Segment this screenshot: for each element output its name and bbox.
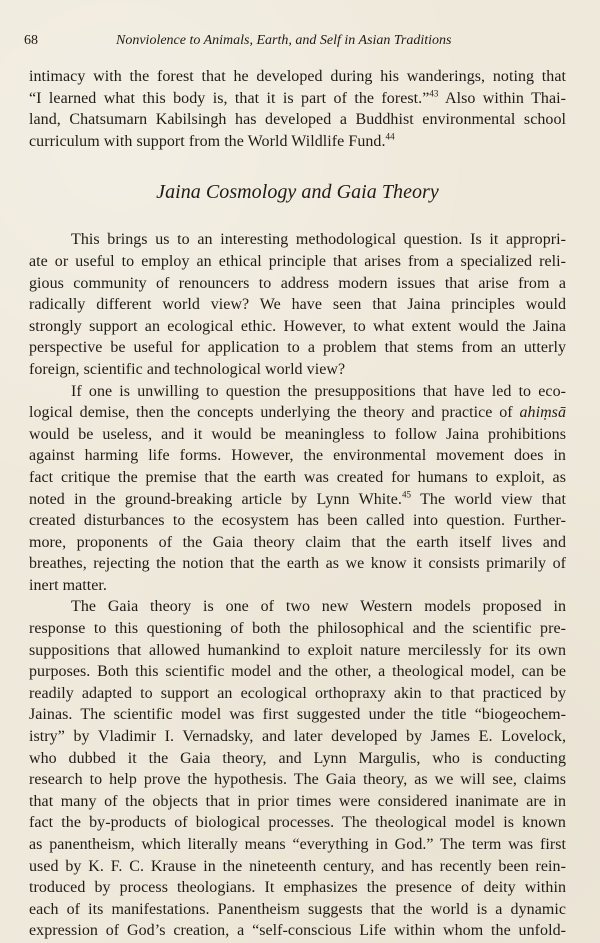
footnote-marker: 45 (401, 489, 412, 500)
text-line: used by K. F. C. Krause in the nineteenth century, and has recently been rein- (29, 857, 566, 875)
text-line: created disturbances to the ecosystem has been called into question. Further- (29, 512, 566, 530)
text-line: fact critique the premise that the earth was created for humans to exploit, as (29, 468, 566, 486)
text-line: that many of the objects that in prior times were considered inanimate are in (29, 792, 566, 810)
text-line: purposes. Both this scientific model and the other, a theological model, can be (29, 663, 566, 681)
text-line: would be useless, and it would be meaningless to follow Jaina prohibitions (29, 425, 566, 443)
text-segment: logical demise, then the concepts underlying the theory and practice of (29, 404, 520, 422)
text-line (29, 88, 566, 110)
section-heading: Jaina Cosmology and Gaia Theory (156, 181, 439, 204)
text-line: inert matter. (29, 576, 107, 594)
text-line (29, 402, 566, 424)
text-line (29, 131, 566, 153)
text-segment: curriculum with support from the World Wildlife Fund. (29, 132, 386, 150)
text-line: The Gaia theory is one of two new Western models proposed in (71, 598, 566, 616)
italic-term: ahiṃsā (519, 404, 566, 422)
text-line: more, proponents of the Gaia theory claim that the earth itself lives and (29, 533, 566, 551)
text-segment: Also within Thai- (438, 89, 566, 107)
text-line: foreign, scientific and technological world view? (29, 360, 346, 378)
text-line: If one is unwilling to question the presuppositions that have led to eco- (71, 382, 566, 400)
text-line: against harming life forms. However, the environmental movement does in (29, 447, 566, 465)
page-header (24, 31, 578, 51)
paragraph-2 (29, 229, 566, 380)
text-line: fact the by-products of biological processes. The theological model is known (29, 814, 566, 832)
text-line: gious community of renouncers to address modern issues that arise from a (29, 274, 566, 292)
text-line: expression of God’s creation, a “self-conscious Life within whom the unfold- (29, 922, 566, 940)
running-head: Nonviolence to Animals, Earth, and Self in Asian Traditions (116, 33, 452, 48)
text-line: response to this questioning of both the philosophical and the scientific pre- (29, 620, 566, 638)
text-line: as panentheism, which literally means “everything in God.” The term was first (29, 836, 566, 853)
page-number: 68 (24, 33, 38, 48)
text-line: research to help prove the hypothesis. The Gaia theory, as we will see, claims (29, 771, 566, 789)
text-line: suppositions that allowed humankind to exploit nature mercilessly for its own (29, 641, 566, 659)
text-line (29, 489, 566, 511)
text-line: ate or useful to employ an ethical principle that arises from a specialized reli- (29, 252, 566, 270)
paragraph-3 (29, 381, 566, 597)
text-line: troduced by process theologians. It emphasizes the presence of deity within (29, 879, 566, 897)
text-segment: The world view that (411, 490, 566, 508)
text-line: intimacy with the forest that he developed during his wanderings, noting that (29, 68, 566, 85)
text-line: Jainas. The scientific model was first suggested under the title “biogeochem- (29, 706, 566, 724)
paragraph-4 (29, 596, 566, 942)
text-line: perspective be useful for application to a problem that stems from an utterly (29, 339, 566, 357)
paragraph-1 (29, 66, 566, 152)
main-text (29, 66, 566, 942)
text-line: readily adapted to support an ecological orthopraxy akin to that practiced by (29, 684, 566, 702)
footnote-marker: 43 (429, 88, 439, 99)
text-segment: noted in the ground-breaking article by Lynn White. (29, 490, 402, 508)
text-line: radically different world view? We have seen that Jaina principles would (29, 296, 566, 314)
footnote-marker: 44 (385, 131, 395, 142)
text-line: istry” by Vladimir I. Vernadsky, and later developed by James E. Lovelock, (29, 728, 566, 746)
text-line: each of its manifestations. Panentheism suggests that the world is a dynamic (29, 900, 566, 918)
text-line: land, Chatsumarn Kabilsingh has developed a Buddhist environmental school (29, 111, 566, 129)
text-line: strongly support an ecological ethic. However, to what extent would the Jaina (29, 317, 566, 335)
text-line: This brings us to an interesting methodological question. Is it appropri- (71, 231, 566, 249)
text-line: breathes, rejecting the notion that the earth as we know it consists primarily of (29, 555, 566, 573)
text-segment: “I learned what this body is, that it is part of the forest.” (29, 89, 430, 107)
text-line: who dubbed it the Gaia theory, and Lynn Margulis, who is conducting (29, 749, 566, 767)
